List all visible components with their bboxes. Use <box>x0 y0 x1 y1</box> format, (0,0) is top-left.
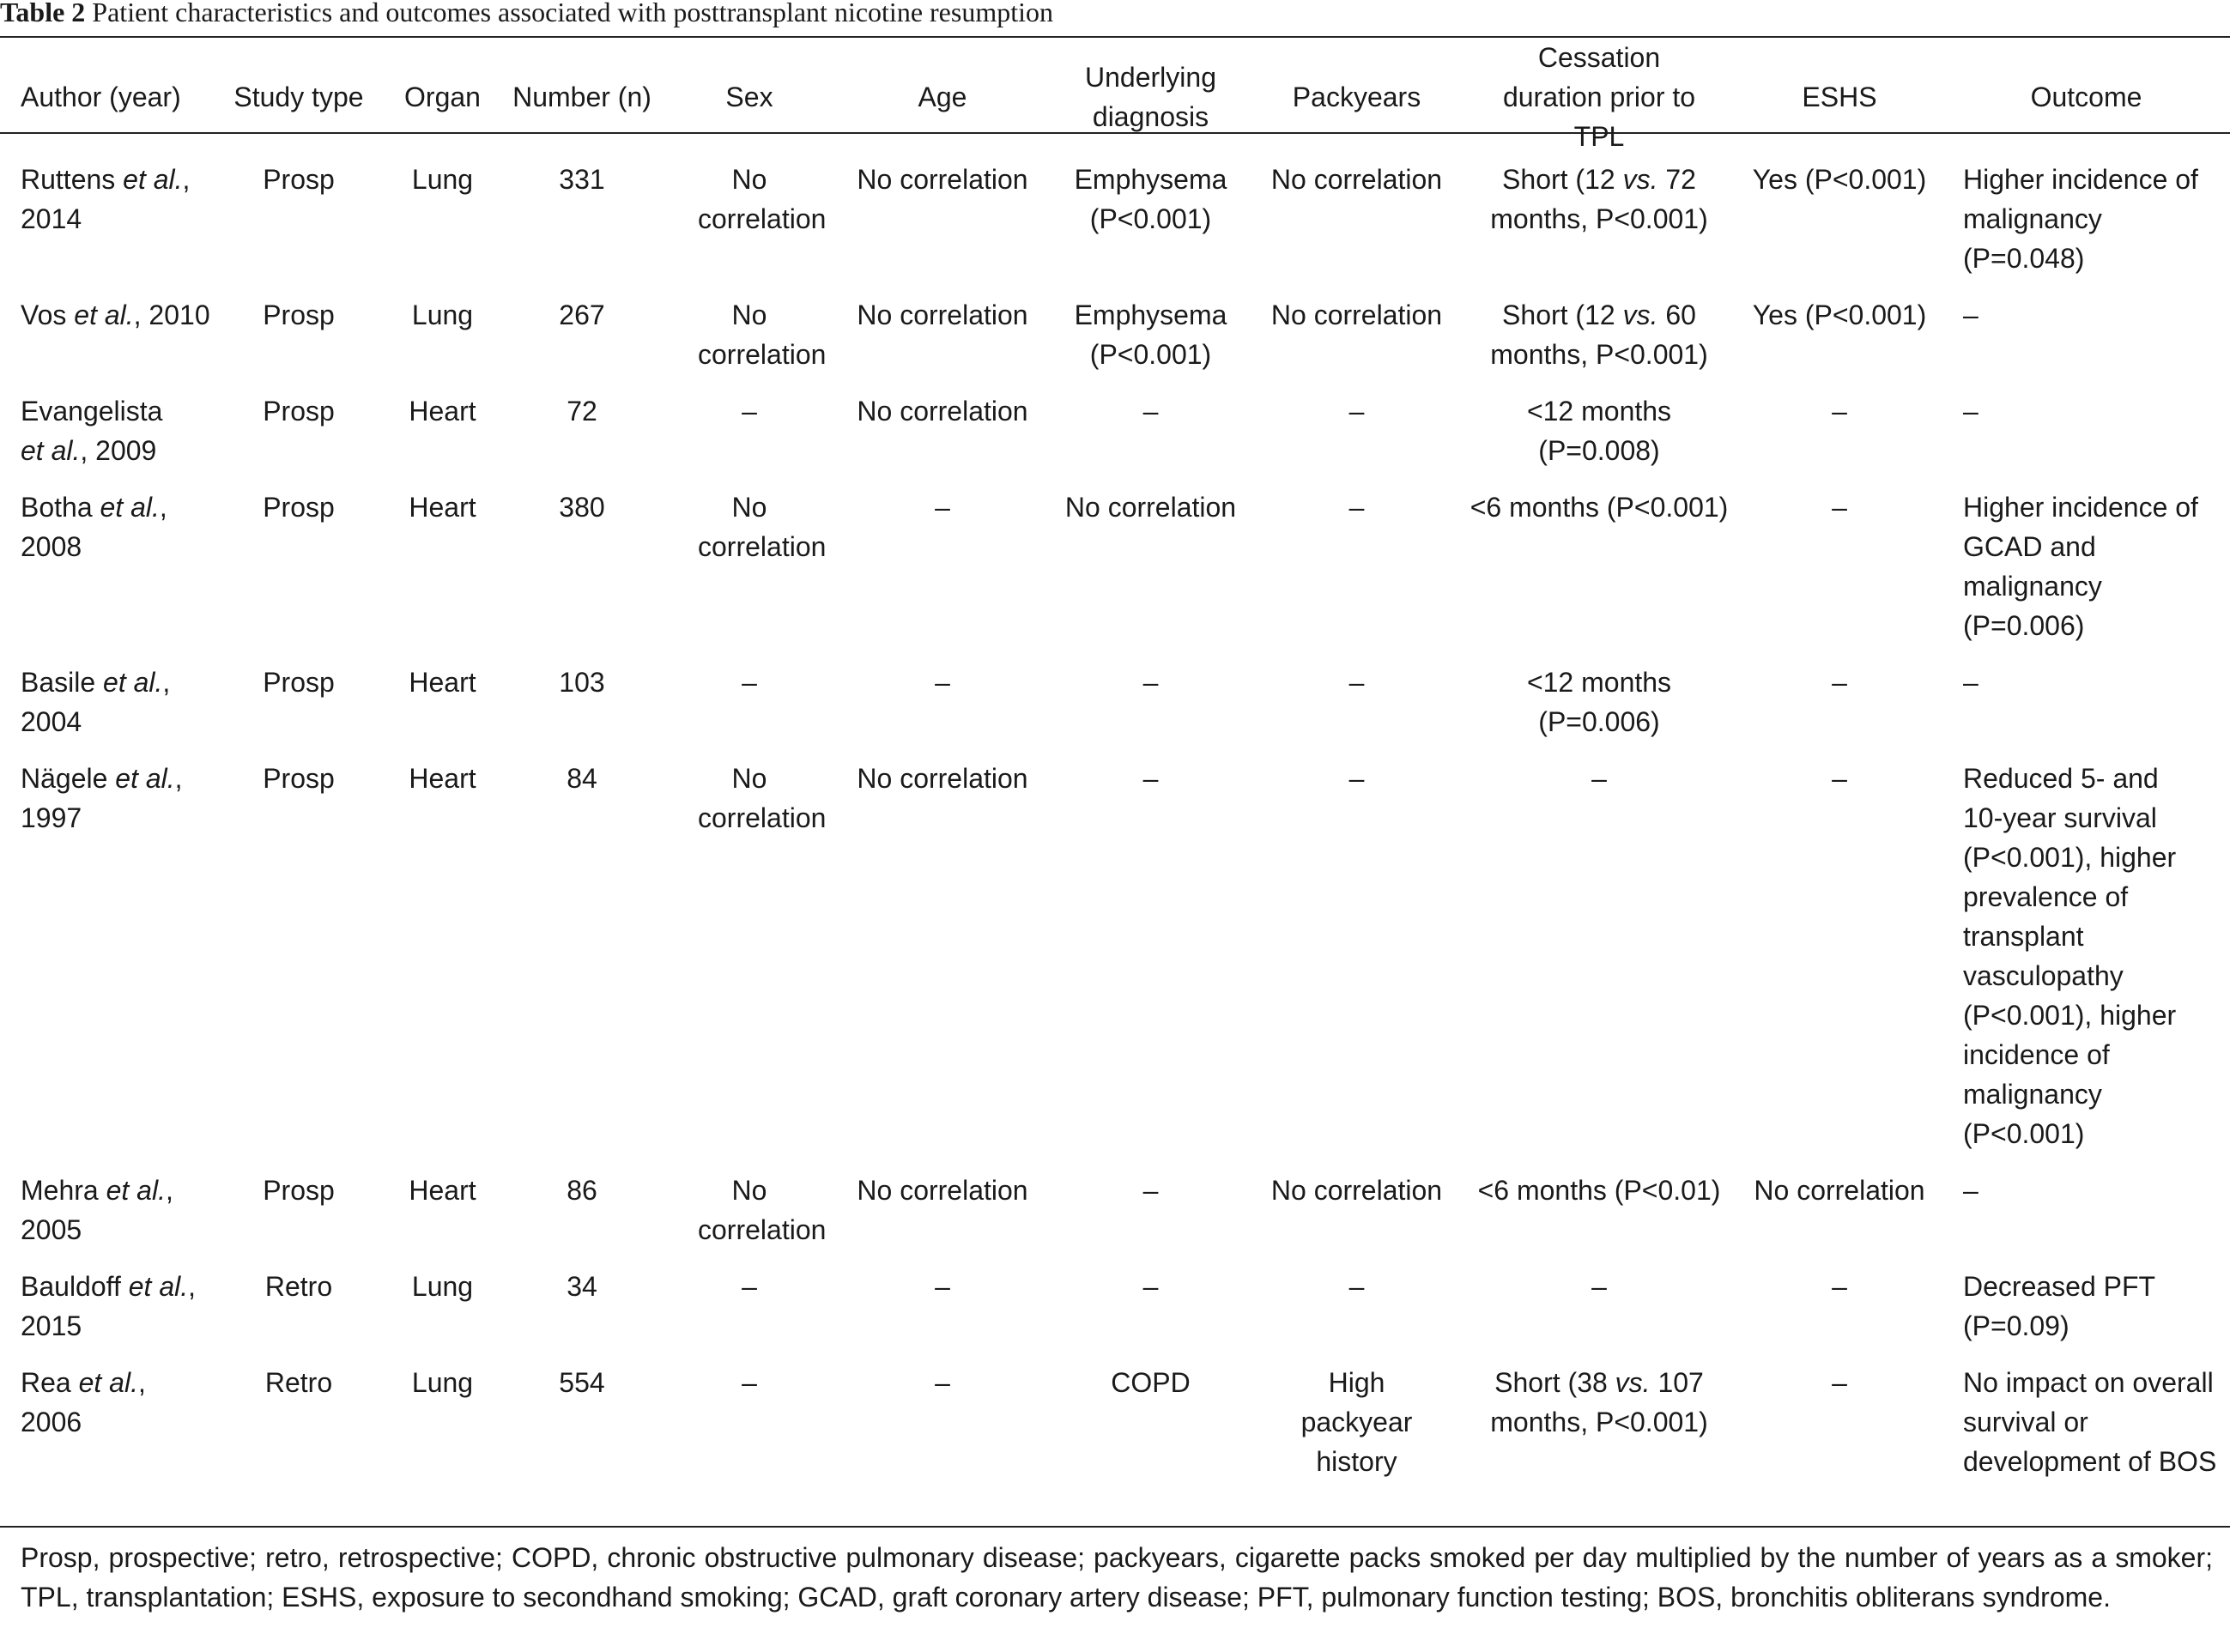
author-cell <box>0 659 213 755</box>
packyears-cell: – <box>1348 492 1365 523</box>
study-type-cell: Prosp <box>263 763 335 794</box>
author-cell <box>0 1263 213 1359</box>
author-name: Botha <box>21 492 93 523</box>
sex-cell: – <box>742 1271 757 1302</box>
packyears-cell: No correlation <box>1270 1175 1443 1206</box>
data-table <box>0 38 2230 1495</box>
author-etal: et al. <box>100 492 160 523</box>
outcome-cell: Higher incidence of GCAD and malignancy (P=0.006) <box>1963 492 2198 641</box>
header-cessation: Cessation duration prior to TPL <box>1502 42 1696 152</box>
sex-cell: – <box>742 667 757 698</box>
bottom-rule <box>0 1526 2230 1528</box>
outcome-cell: Reduced 5- and 10-year survival (P<0.001), higher prevalence of transplant vasculopathy (P<0.001), higher incidence of malignancy (P<0.001) <box>1963 763 2177 1149</box>
cessation-cell <box>1462 292 1736 388</box>
diagnosis-cell: COPD <box>1111 1367 1191 1398</box>
study-type-cell: Prosp <box>263 300 335 330</box>
age-cell: No correlation <box>857 396 1028 427</box>
cessation-text-b: 72 months, P<0.001) <box>1490 164 1708 234</box>
outcome-cell: – <box>1963 1175 1979 1206</box>
number-cell: 267 <box>559 300 605 330</box>
cessation-vs: vs. <box>1622 164 1658 195</box>
number-cell: 86 <box>567 1175 597 1206</box>
author-cell <box>0 1359 213 1495</box>
eshs-cell: – <box>1832 1271 1847 1302</box>
sex-cell: No correlation <box>698 763 827 833</box>
header-author: Author (year) <box>21 82 181 112</box>
author-cell <box>0 755 213 1167</box>
age-cell: No correlation <box>857 300 1028 330</box>
cessation-text-a: Short (12 <box>1502 300 1623 330</box>
diagnosis-cell: – <box>1142 1175 1159 1206</box>
author-year: , 1997 <box>21 763 183 833</box>
cessation-cell <box>1462 1263 1736 1359</box>
number-cell: 84 <box>567 763 597 794</box>
header-organ: Organ <box>404 82 481 112</box>
cessation-text-a: <6 months (P<0.01) <box>1477 1175 1721 1206</box>
diagnosis-cell: No correlation <box>1064 492 1237 523</box>
study-type-cell: Prosp <box>263 492 335 523</box>
sex-cell: No correlation <box>698 300 827 370</box>
author-etal: et al. <box>21 435 81 466</box>
author-etal: et al. <box>78 1367 138 1398</box>
author-cell <box>0 484 213 659</box>
cessation-text-a: <6 months (P<0.001) <box>1469 492 1729 523</box>
outcome-cell: Higher incidence of malignancy (P=0.048) <box>1963 164 2198 274</box>
table-row <box>0 388 2230 484</box>
table-row <box>0 1167 2230 1263</box>
number-cell: 103 <box>559 667 605 698</box>
packyears-cell: No correlation <box>1270 164 1443 195</box>
study-type-cell: Prosp <box>263 164 335 195</box>
cessation-text-b: 60 months, P<0.001) <box>1490 300 1708 370</box>
author-etal: et al. <box>115 763 175 794</box>
author-year: , 2010 <box>133 300 210 330</box>
age-cell: No correlation <box>857 1175 1028 1206</box>
organ-cell: Lung <box>411 1271 474 1302</box>
eshs-cell: – <box>1832 1367 1847 1398</box>
eshs-cell: – <box>1832 667 1847 698</box>
cessation-text-a: Short (38 <box>1494 1367 1615 1398</box>
organ-cell: Lung <box>411 300 474 330</box>
cessation-text-a: – <box>1591 763 1607 794</box>
outcome-cell: – <box>1963 667 1979 698</box>
cessation-cell <box>1462 1167 1736 1263</box>
author-etal: et al. <box>103 667 163 698</box>
author-name: Basile <box>21 667 96 698</box>
outcome-cell: – <box>1963 300 1979 330</box>
table-row <box>0 292 2230 388</box>
cessation-cell <box>1462 484 1736 659</box>
author-year: , 2015 <box>21 1271 196 1341</box>
eshs-cell: – <box>1832 763 1847 794</box>
table-row <box>0 1263 2230 1359</box>
number-cell: 331 <box>559 164 605 195</box>
number-cell: 380 <box>559 492 605 523</box>
header-study-type: Study type <box>233 82 364 112</box>
author-etal: et al. <box>106 1175 166 1206</box>
table-footnote: Prosp, prospective; retro, retrospective; COPD, chronic obstructive pulmonary disease; packyears, cigarette packs smoked per day multiplied by the number of years as a smoker; TPL, transplantation; ESHS, exposure to secondhand smoking; GCAD, graft coronary artery disease; PFT, pulmonary function testing; BOS, bronchitis obliterans syndrome. <box>21 1542 2213 1613</box>
author-etal: et al. <box>128 1271 189 1302</box>
age-cell: – <box>935 492 950 523</box>
header-eshs: ESHS <box>1802 82 1877 112</box>
organ-cell: Heart <box>409 492 476 523</box>
table-row <box>0 1359 2230 1495</box>
author-name: Ruttens <box>21 164 116 195</box>
header-diagnosis: Underlying diagnosis <box>1085 62 1216 132</box>
diagnosis-cell: Emphysema (P<0.001) <box>1074 300 1227 370</box>
header-number: Number (n) <box>512 82 651 112</box>
cessation-vs: vs. <box>1615 1367 1651 1398</box>
cessation-text-a: <12 months (P=0.008) <box>1526 396 1672 466</box>
organ-cell: Heart <box>409 1175 476 1206</box>
age-cell: – <box>935 1271 950 1302</box>
eshs-cell: No correlation <box>1754 1175 1925 1206</box>
cessation-cell <box>1462 388 1736 484</box>
packyears-cell: – <box>1348 667 1365 698</box>
cessation-text-a: – <box>1591 1271 1607 1302</box>
age-cell: No correlation <box>857 763 1028 794</box>
study-type-cell: Prosp <box>263 1175 335 1206</box>
age-cell: – <box>935 1367 950 1398</box>
diagnosis-cell: – <box>1142 396 1159 427</box>
author-etal: et al. <box>123 164 183 195</box>
organ-cell: Heart <box>409 396 476 427</box>
table-row <box>0 659 2230 755</box>
header-packyears: Packyears <box>1292 82 1421 112</box>
outcome-cell: No impact on overall survival or development of BOS <box>1963 1367 2217 1477</box>
table-row <box>0 755 2230 1167</box>
author-name: Mehra <box>21 1175 99 1206</box>
author-cell <box>0 292 213 388</box>
packyears-cell: – <box>1348 1271 1365 1302</box>
number-cell: 554 <box>559 1367 605 1398</box>
study-type-cell: Prosp <box>263 667 335 698</box>
age-cell: No correlation <box>857 164 1028 195</box>
outcome-cell: Decreased PFT (P=0.09) <box>1963 1271 2155 1341</box>
study-type-cell: Retro <box>264 1271 333 1302</box>
table-label: Table 2 <box>0 0 86 27</box>
author-year: , 2009 <box>80 435 157 466</box>
diagnosis-cell: – <box>1142 1271 1159 1302</box>
cessation-cell <box>1462 1359 1736 1495</box>
table-caption <box>0 0 1053 29</box>
author-name: Evangelista <box>21 396 163 427</box>
sex-cell: No correlation <box>698 1175 827 1245</box>
organ-cell: Lung <box>411 1367 474 1398</box>
diagnosis-cell: Emphysema (P<0.001) <box>1074 164 1227 234</box>
diagnosis-cell: – <box>1142 667 1159 698</box>
header-row <box>0 38 2230 156</box>
study-type-cell: Retro <box>264 1367 333 1398</box>
number-cell: 72 <box>567 396 597 427</box>
organ-cell: Heart <box>409 667 476 698</box>
header-outcome: Outcome <box>2030 82 2142 112</box>
author-name: Vos <box>21 300 67 330</box>
eshs-cell: Yes (P<0.001) <box>1752 164 1927 195</box>
cessation-cell <box>1462 755 1736 1167</box>
author-etal: et al. <box>74 300 134 330</box>
packyears-cell: – <box>1348 763 1365 794</box>
sex-cell: – <box>742 1367 757 1398</box>
author-cell <box>0 388 213 484</box>
cessation-text-b: 107 months, P<0.001) <box>1490 1367 1708 1437</box>
cessation-text-a: Short (12 <box>1502 164 1623 195</box>
author-year: , 2004 <box>21 667 171 737</box>
sex-cell: No correlation <box>698 164 827 234</box>
author-cell <box>0 1167 213 1263</box>
age-cell: – <box>935 667 950 698</box>
table-title: Patient characteristics and outcomes associated with posttransplant nicotine resumption <box>92 0 1053 27</box>
number-cell: 34 <box>567 1271 597 1302</box>
cessation-cell <box>1462 659 1736 755</box>
header-age: Age <box>918 82 967 112</box>
sex-cell: No correlation <box>698 492 827 562</box>
author-year: , 2006 <box>21 1367 146 1437</box>
author-cell <box>0 156 213 292</box>
author-name: Nägele <box>21 763 108 794</box>
cessation-vs: vs. <box>1622 300 1658 330</box>
organ-cell: Lung <box>411 164 474 195</box>
packyears-cell: No correlation <box>1270 300 1443 330</box>
organ-cell: Heart <box>409 763 476 794</box>
author-name: Rea <box>21 1367 71 1398</box>
author-year: , 2008 <box>21 492 167 562</box>
cessation-cell <box>1462 156 1736 292</box>
packyears-cell: – <box>1348 396 1365 427</box>
eshs-cell: – <box>1832 396 1847 427</box>
table-row <box>0 484 2230 659</box>
diagnosis-cell: – <box>1142 763 1159 794</box>
author-year: , 2005 <box>21 1175 173 1245</box>
eshs-cell: Yes (P<0.001) <box>1752 300 1927 330</box>
table-row <box>0 156 2230 292</box>
author-name: Bauldoff <box>21 1271 121 1302</box>
cessation-text-a: <12 months (P=0.006) <box>1526 667 1672 737</box>
outcome-cell: – <box>1963 396 1979 427</box>
author-year: , 2014 <box>21 164 191 234</box>
packyears-cell: High packyear history <box>1300 1367 1413 1477</box>
header-sex: Sex <box>725 82 773 112</box>
study-type-cell: Prosp <box>263 396 335 427</box>
eshs-cell: – <box>1832 492 1847 523</box>
sex-cell: – <box>742 396 757 427</box>
